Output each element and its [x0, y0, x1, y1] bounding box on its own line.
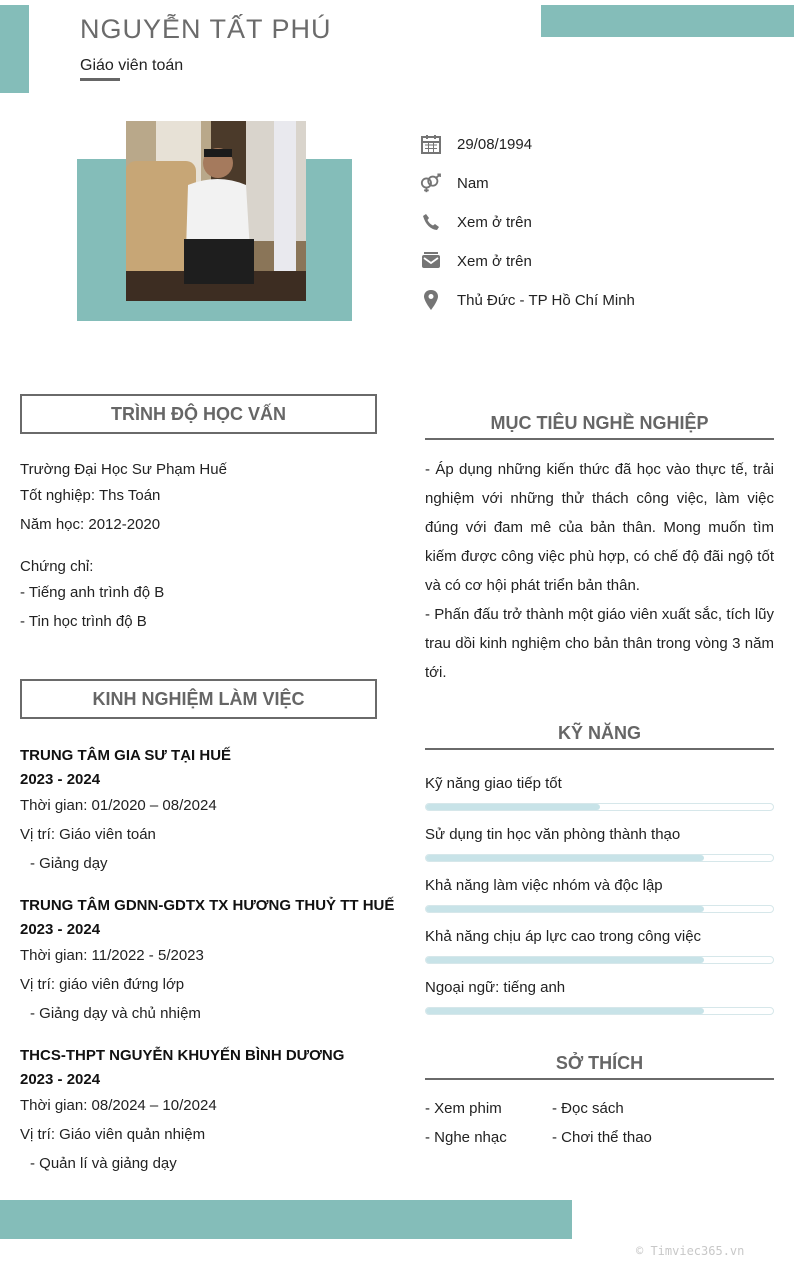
experience-title: KINH NGHIỆM LÀM VIỆC: [20, 679, 377, 719]
calendar-icon: [420, 133, 442, 155]
gender-icon: [420, 172, 442, 194]
job-title: Giáo viên toán: [80, 57, 184, 74]
job-position: Vị trí: Giáo viên toán: [20, 826, 156, 843]
hobby-item: - Đọc sách: [552, 1100, 624, 1117]
contact-text: Nam: [457, 174, 489, 192]
education-graduation: Tốt nghiệp: Ths Toán: [20, 487, 161, 504]
job-duty: - Giảng dạy: [30, 855, 108, 872]
job-position: Vị trí: Giáo viên quản nhiệm: [20, 1126, 206, 1143]
contact-text: Xem ở trên: [457, 213, 532, 231]
job-title-underline: [80, 78, 120, 81]
skill-bar: [425, 854, 774, 862]
decor-bar-bottom: [0, 1200, 572, 1239]
hobby-item: - Xem phim: [425, 1100, 502, 1117]
phone-icon: [420, 211, 442, 233]
job-duty: - Quản lí và giảng dạy: [30, 1155, 177, 1172]
job-position: Vị trí: giáo viên đứng lớp: [20, 976, 185, 993]
footer-watermark: © Timviec365.vn: [636, 1244, 745, 1258]
skills-title: KỸ NĂNG: [425, 723, 774, 750]
education-years: Năm học: 2012-2020: [20, 516, 161, 533]
skill-bar: [425, 956, 774, 964]
skill-bar-fill: [426, 804, 600, 810]
location-icon: [420, 289, 442, 311]
skill-label: Kỹ năng giao tiếp tốt: [425, 775, 562, 792]
job-company: TRUNG TÂM GDNN-GDTX TX HƯƠNG THUỶ TT HUẾ: [20, 897, 395, 914]
hobby-item: - Chơi thể thao: [552, 1129, 652, 1146]
education-cert: - Tiếng anh trình độ B: [20, 584, 165, 601]
skill-bar: [425, 803, 774, 811]
skill-bar-fill: [426, 906, 704, 912]
contact-text: Thủ Đức - TP Hồ Chí Minh: [457, 291, 635, 309]
candidate-name: NGUYỄN TẤT PHÚ: [80, 14, 332, 44]
job-time: Thời gian: 08/2024 – 10/2024: [20, 1097, 217, 1114]
job-period: 2023 - 2024: [20, 1071, 101, 1088]
job-time: Thời gian: 01/2020 – 08/2024: [20, 797, 217, 814]
job-period: 2023 - 2024: [20, 921, 101, 938]
skill-bar-fill: [426, 1008, 704, 1014]
contact-text: Xem ở trên: [457, 252, 532, 270]
contact-text: 29/08/1994: [457, 135, 533, 153]
hobbies-title: SỞ THÍCH: [425, 1053, 774, 1080]
job-time: Thời gian: 11/2022 - 5/2023: [20, 947, 204, 964]
education-cert-label: Chứng chỉ:: [20, 558, 94, 575]
contact-phone: [420, 210, 760, 234]
contact-email: [420, 249, 760, 273]
job-period: 2023 - 2024: [20, 771, 101, 788]
contact-address: [420, 288, 760, 312]
skill-label: Khả năng chịu áp lực cao trong công việc: [425, 928, 702, 945]
education-school: Trường Đại Học Sư Phạm Huế: [20, 461, 227, 478]
skill-bar-fill: [426, 855, 704, 861]
contact-gender: [420, 171, 760, 195]
education-cert: - Tin học trình độ B: [20, 613, 147, 630]
objective-paragraph: - Phấn đấu trở thành một giáo viên xuất sắc, tích lũy trau dồi kinh nghiệm cho bản thân trong vòng 3 năm tới.: [425, 606, 774, 681]
job-company: THCS-THPT NGUYỄN KHUYẾN BÌNH DƯƠNG: [20, 1047, 345, 1064]
education-title: TRÌNH ĐỘ HỌC VẤN: [20, 394, 377, 434]
decor-bar-top-left: [0, 5, 29, 93]
skill-label: Sử dụng tin học văn phòng thành thạo: [425, 826, 681, 843]
profile-photo: [126, 121, 306, 301]
hobby-item: - Nghe nhạc: [425, 1129, 507, 1146]
contact-birthdate: [420, 132, 760, 156]
skill-bar: [425, 1007, 774, 1015]
objective-title: MỤC TIÊU NGHỀ NGHIỆP: [425, 413, 774, 440]
objective-paragraph: - Áp dụng những kiến thức đã học vào thực tế, trải nghiệm với những thử thách công việc, làm việc đúng với đam mê của bản thân. Mong muốn tìm kiếm được công việc phù hợp, có chế độ đãi ngộ tốt và có cơ hội phát triển bản thân.: [425, 461, 774, 594]
skill-bar: [425, 905, 774, 913]
objective-body: [425, 455, 774, 687]
skill-label: Ngoại ngữ: tiếng anh: [425, 979, 566, 996]
skill-label: Khả năng làm việc nhóm và độc lập: [425, 877, 663, 894]
skill-bar-fill: [426, 957, 704, 963]
decor-bar-top-right: [541, 5, 794, 37]
email-icon: [420, 250, 442, 272]
job-duty: - Giảng dạy và chủ nhiệm: [30, 1005, 201, 1022]
job-company: TRUNG TÂM GIA SƯ TẠI HUẾ: [20, 747, 232, 764]
